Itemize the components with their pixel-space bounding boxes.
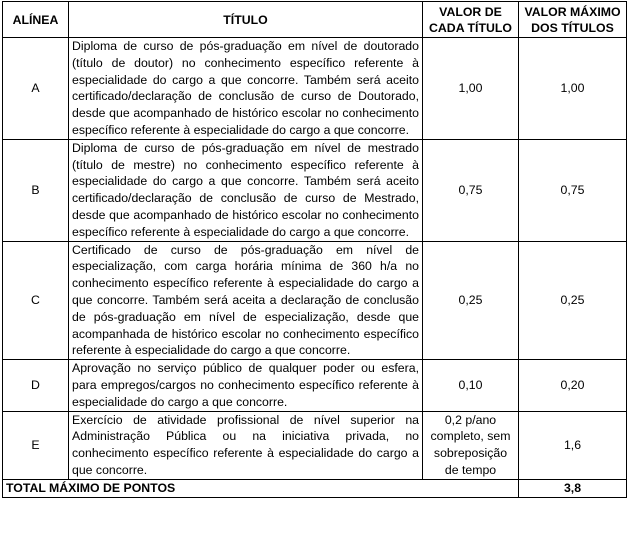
header-row (3, 2, 627, 38)
header-maximo-line-1: VALOR MÁXIMO (524, 4, 621, 19)
header-maximo (519, 2, 627, 38)
row-d-valor: 0,10 (423, 360, 519, 411)
header-valor (423, 2, 519, 38)
header-maximo-line-2: DOS TÍTULOS (531, 20, 614, 35)
header-valor-line-1: VALOR DE (439, 4, 502, 19)
row-e-maximo: 1,6 (519, 411, 627, 479)
row-a-alinea: A (3, 38, 69, 140)
row-c-maximo: 0,25 (519, 241, 627, 360)
table-row-d (3, 360, 627, 411)
total-value: 3,8 (519, 479, 627, 497)
row-a-titulo: Diploma de curso de pós-graduação em nível de doutorado (título de doutor) no conhecimento específico referente à especialidade do cargo a que concorre. Também será aceito certificado/declaração de conclusão de curso de Doutorado, desde que acompanhado de histórico escolar no conhecimento específico referente à especialidade do cargo a que concorre. (69, 38, 423, 140)
row-c-alinea: C (3, 241, 69, 360)
titles-table (2, 1, 627, 498)
row-d-titulo: Aprovação no serviço público de qualquer poder ou esfera, para empregos/cargos no conhecimento específico referente à especialidade do cargo a que concorre. (69, 360, 423, 411)
row-d-maximo: 0,20 (519, 360, 627, 411)
header-alinea: ALÍNEA (3, 2, 69, 38)
row-a-maximo: 1,00 (519, 38, 627, 140)
total-row (3, 479, 627, 497)
row-e-valor: 0,2 p/ano completo, sem sobreposição de tempo (423, 411, 519, 479)
row-c-valor: 0,25 (423, 241, 519, 360)
table-row-b (3, 139, 627, 241)
row-a-valor: 1,00 (423, 38, 519, 140)
row-b-maximo: 0,75 (519, 139, 627, 241)
row-c-titulo: Certificado de curso de pós-graduação em nível de especialização, com carga horária mínima de 360 h/a no conhecimento específico referente à especialidade do cargo a que concorre. Também será aceita a declaração de conclusão de pós-graduação em nível de especialização, desde que acompanhada de histórico escolar no conhecimento específico referente à especialidade do cargo a que concorre. (69, 241, 423, 360)
row-b-titulo: Diploma de curso de pós-graduação em nível de mestrado (título de mestre) no conhecimento específico referente à especialidade do cargo a que concorre. Também será aceito certificado/declaração de conclusão de curso de Mestrado, desde que acompanhado de histórico escolar no conhecimento específico referente à especialidade do cargo a que concorre. (69, 139, 423, 241)
table-row-a (3, 38, 627, 140)
table-row-c (3, 241, 627, 360)
row-b-alinea: B (3, 139, 69, 241)
row-e-alinea: E (3, 411, 69, 479)
row-d-alinea: D (3, 360, 69, 411)
total-label: TOTAL MÁXIMO DE PONTOS (3, 479, 519, 497)
row-e-titulo: Exercício de atividade profissional de nível superior na Administração Pública ou na iniciativa privada, no conhecimento específico referente à especialidade do cargo a que concorre. (69, 411, 423, 479)
table-row-e (3, 411, 627, 479)
row-b-valor: 0,75 (423, 139, 519, 241)
header-titulo: TÍTULO (69, 2, 423, 38)
header-valor-line-2: CADA TÍTULO (429, 20, 512, 35)
